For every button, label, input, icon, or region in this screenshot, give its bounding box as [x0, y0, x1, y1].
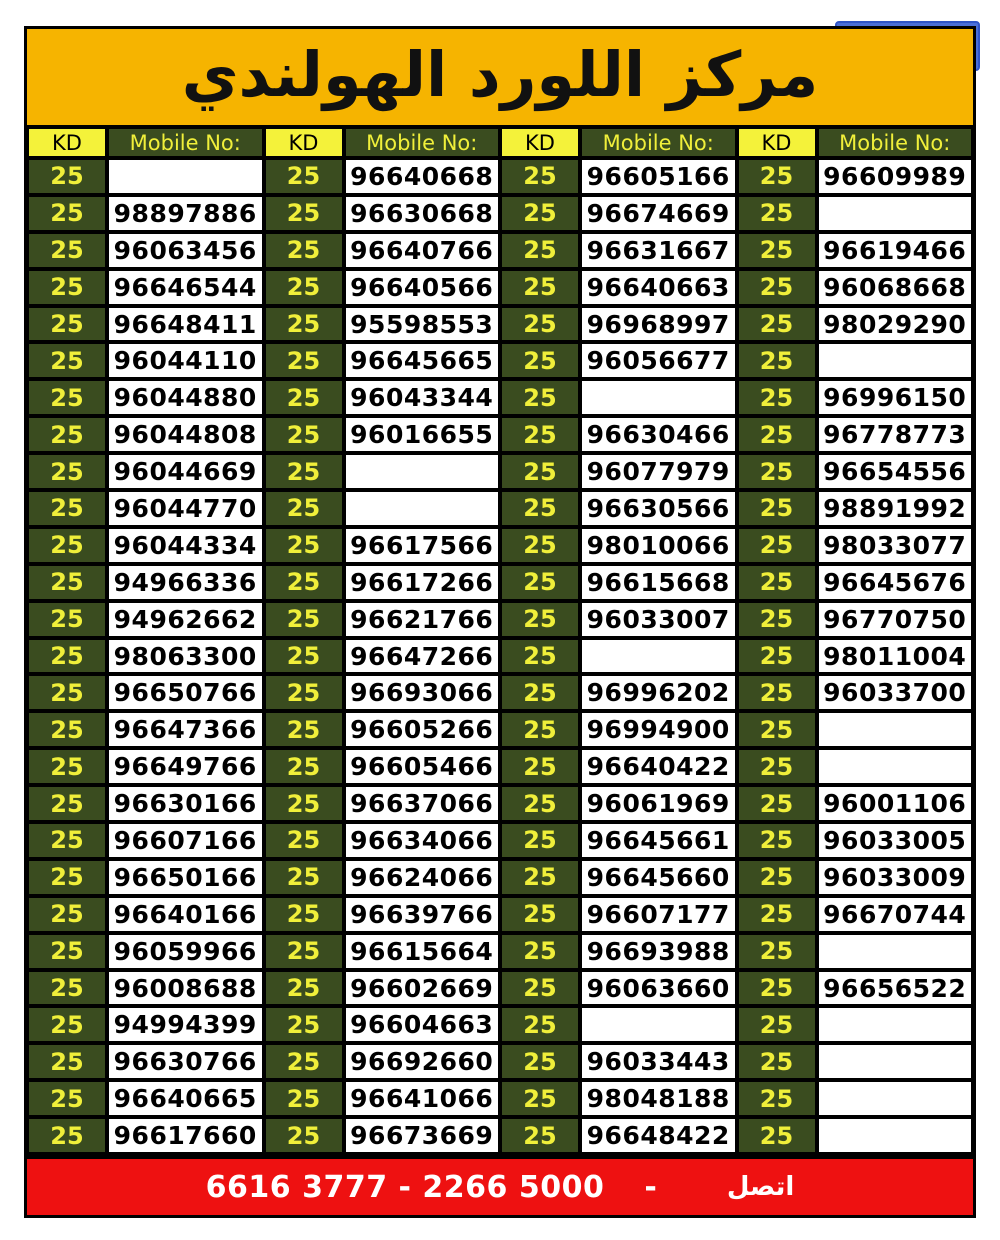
price-cell: 25 [500, 269, 580, 306]
price-cell: 25 [737, 638, 817, 675]
mobile-number-cell: 96654556 [817, 453, 974, 490]
contact-separator: - [644, 1169, 657, 1205]
table-row [27, 638, 973, 675]
table-row [27, 453, 973, 490]
price-cell: 25 [27, 970, 107, 1007]
mobile-number-cell [817, 748, 974, 785]
price-cell: 25 [27, 1117, 107, 1154]
price-cell: 25 [27, 306, 107, 343]
mobile-number-cell: 96692660 [344, 1043, 501, 1080]
mobile-number-cell: 96056677 [580, 342, 737, 379]
price-cell: 25 [264, 306, 344, 343]
mobile-number-cell: 96033005 [817, 822, 974, 859]
mobile-number-cell: 96645676 [817, 564, 974, 601]
table-row [27, 269, 973, 306]
header-mobile: Mobile No: [107, 127, 264, 158]
price-cell: 25 [500, 158, 580, 195]
mobile-number-cell: 96656522 [817, 970, 974, 1007]
price-cell: 25 [737, 785, 817, 822]
mobile-number-cell: 95598553 [344, 306, 501, 343]
price-cell: 25 [264, 859, 344, 896]
price-cell: 25 [264, 490, 344, 527]
mobile-number-cell: 96607166 [107, 822, 264, 859]
mobile-number-cell [107, 158, 264, 195]
price-cell: 25 [27, 416, 107, 453]
price-cell: 25 [27, 453, 107, 490]
price-cell: 25 [500, 638, 580, 675]
mobile-number-cell [580, 638, 737, 675]
price-cell: 25 [27, 933, 107, 970]
title-bar [27, 29, 973, 125]
price-cell: 25 [500, 933, 580, 970]
mobile-number-cell: 96630566 [580, 490, 737, 527]
price-cell: 25 [737, 970, 817, 1007]
mobile-number-cell: 96647366 [107, 711, 264, 748]
mobile-number-cell: 96630668 [344, 195, 501, 232]
mobile-number-cell: 96061969 [580, 785, 737, 822]
price-cell: 25 [27, 601, 107, 638]
price-cell: 25 [737, 674, 817, 711]
table-row [27, 527, 973, 564]
mobile-number-cell: 96630466 [580, 416, 737, 453]
price-cell: 25 [264, 527, 344, 564]
mobile-number-cell: 96647266 [344, 638, 501, 675]
mobile-number-cell: 96624066 [344, 859, 501, 896]
price-cell: 25 [500, 822, 580, 859]
mobile-number-cell: 96068668 [817, 269, 974, 306]
table-row [27, 785, 973, 822]
mobile-number-cell: 96617266 [344, 564, 501, 601]
price-cell: 25 [27, 785, 107, 822]
price-cell: 25 [737, 1043, 817, 1080]
mobile-number-cell: 96640663 [580, 269, 737, 306]
header-kd: KD [737, 127, 817, 158]
table-row [27, 306, 973, 343]
contact-bar [27, 1159, 973, 1215]
price-cell: 25 [264, 342, 344, 379]
table-row [27, 1043, 973, 1080]
mobile-number-cell [344, 490, 501, 527]
mobile-number-cell: 96001106 [817, 785, 974, 822]
price-cell: 25 [27, 748, 107, 785]
price-cell: 25 [27, 1080, 107, 1117]
page-title: مركز اللورد الهولندي [181, 37, 819, 111]
price-cell: 25 [27, 379, 107, 416]
table-row [27, 232, 973, 269]
contact-phones: 6616 3777 - 2266 5000 [205, 1169, 605, 1205]
price-cell: 25 [737, 416, 817, 453]
mobile-number-cell: 96646544 [107, 269, 264, 306]
header-kd: KD [500, 127, 580, 158]
table-row [27, 379, 973, 416]
table-row [27, 970, 973, 1007]
mobile-number-cell: 96996150 [817, 379, 974, 416]
header-mobile: Mobile No: [817, 127, 974, 158]
table-row [27, 564, 973, 601]
mobile-number-cell: 96615668 [580, 564, 737, 601]
price-cell: 25 [500, 564, 580, 601]
mobile-number-cell [817, 195, 974, 232]
mobile-number-cell: 96607177 [580, 896, 737, 933]
price-cell: 25 [27, 1006, 107, 1043]
mobile-number-cell [817, 1080, 974, 1117]
price-cell: 25 [264, 711, 344, 748]
mobile-number-cell: 96648422 [580, 1117, 737, 1154]
mobile-number-cell: 98029290 [817, 306, 974, 343]
header-kd: KD [264, 127, 344, 158]
price-cell: 25 [500, 674, 580, 711]
mobile-number-cell [580, 1006, 737, 1043]
mobile-number-cell: 96615664 [344, 933, 501, 970]
price-cell: 25 [264, 970, 344, 1007]
mobile-number-cell: 96630766 [107, 1043, 264, 1080]
mobile-number-cell: 96778773 [817, 416, 974, 453]
price-cell: 25 [737, 232, 817, 269]
price-cell: 25 [264, 564, 344, 601]
mobile-number-cell: 96044334 [107, 527, 264, 564]
price-cell: 25 [500, 896, 580, 933]
mobile-number-cell: 98891992 [817, 490, 974, 527]
price-cell: 25 [500, 232, 580, 269]
mobile-number-cell: 96044808 [107, 416, 264, 453]
mobile-number-cell: 96044110 [107, 342, 264, 379]
price-cell: 25 [737, 711, 817, 748]
mobile-number-cell: 96634066 [344, 822, 501, 859]
price-cell: 25 [500, 1006, 580, 1043]
table-row [27, 674, 973, 711]
price-cell: 25 [27, 564, 107, 601]
mobile-number-cell: 96609989 [817, 158, 974, 195]
mobile-number-cell: 96617566 [344, 527, 501, 564]
mobile-number-cell: 96044669 [107, 453, 264, 490]
price-sheet [24, 26, 976, 1218]
price-cell: 25 [500, 306, 580, 343]
mobile-number-cell [817, 1117, 974, 1154]
price-cell: 25 [500, 711, 580, 748]
price-cell: 25 [264, 1117, 344, 1154]
header-mobile: Mobile No: [344, 127, 501, 158]
mobile-number-cell: 96063660 [580, 970, 737, 1007]
mobile-number-cell: 96648411 [107, 306, 264, 343]
price-cell: 25 [27, 195, 107, 232]
mobile-number-cell: 96033700 [817, 674, 974, 711]
mobile-number-cell: 96673669 [344, 1117, 501, 1154]
price-cell: 25 [737, 822, 817, 859]
mobile-number-cell: 96693066 [344, 674, 501, 711]
mobile-number-cell: 96077979 [580, 453, 737, 490]
mobile-number-cell: 96033007 [580, 601, 737, 638]
mobile-number-cell: 96604663 [344, 1006, 501, 1043]
price-cell: 25 [500, 785, 580, 822]
price-cell: 25 [737, 342, 817, 379]
mobile-number-cell: 96617660 [107, 1117, 264, 1154]
price-cell: 25 [27, 158, 107, 195]
price-cell: 25 [264, 1006, 344, 1043]
price-cell: 25 [27, 822, 107, 859]
price-cell: 25 [264, 269, 344, 306]
price-cell: 25 [737, 195, 817, 232]
mobile-number-cell: 96645661 [580, 822, 737, 859]
price-cell: 25 [500, 195, 580, 232]
mobile-number-cell: 98897886 [107, 195, 264, 232]
price-cell: 25 [500, 527, 580, 564]
mobile-number-cell: 96602669 [344, 970, 501, 1007]
mobile-number-cell: 96619466 [817, 232, 974, 269]
price-cell: 25 [500, 748, 580, 785]
price-cell: 25 [737, 601, 817, 638]
price-cell: 25 [264, 195, 344, 232]
header-mobile: Mobile No: [580, 127, 737, 158]
mobile-number-cell: 96059966 [107, 933, 264, 970]
price-cell: 25 [500, 859, 580, 896]
mobile-number-cell: 96650766 [107, 674, 264, 711]
price-cell: 25 [27, 490, 107, 527]
mobile-number-cell: 96016655 [344, 416, 501, 453]
mobile-number-cell [817, 1043, 974, 1080]
numbers-table [27, 127, 973, 1154]
price-cell: 25 [737, 490, 817, 527]
price-cell: 25 [27, 232, 107, 269]
mobile-number-cell: 96640668 [344, 158, 501, 195]
price-cell: 25 [500, 416, 580, 453]
mobile-number-cell: 96670744 [817, 896, 974, 933]
mobile-number-cell: 96063456 [107, 232, 264, 269]
price-cell: 25 [737, 859, 817, 896]
price-cell: 25 [737, 1080, 817, 1117]
price-cell: 25 [27, 674, 107, 711]
price-cell: 25 [264, 158, 344, 195]
table-row [27, 490, 973, 527]
mobile-number-cell: 98010066 [580, 527, 737, 564]
mobile-number-cell: 98033077 [817, 527, 974, 564]
mobile-number-cell: 94966336 [107, 564, 264, 601]
table-row [27, 601, 973, 638]
mobile-number-cell: 98048188 [580, 1080, 737, 1117]
contact-call-label: اتصل [726, 1172, 795, 1202]
price-cell: 25 [27, 269, 107, 306]
mobile-number-cell: 96033009 [817, 859, 974, 896]
price-cell: 25 [737, 1006, 817, 1043]
mobile-number-cell: 94962662 [107, 601, 264, 638]
price-cell: 25 [500, 342, 580, 379]
price-cell: 25 [27, 859, 107, 896]
price-cell: 25 [27, 711, 107, 748]
price-cell: 25 [264, 1043, 344, 1080]
mobile-number-cell: 96605166 [580, 158, 737, 195]
table-row [27, 748, 973, 785]
mobile-number-cell [817, 933, 974, 970]
table-row [27, 195, 973, 232]
mobile-number-cell [817, 711, 974, 748]
price-cell: 25 [27, 638, 107, 675]
price-cell: 25 [500, 970, 580, 1007]
price-cell: 25 [737, 933, 817, 970]
price-cell: 25 [264, 416, 344, 453]
price-cell: 25 [264, 379, 344, 416]
price-cell: 25 [264, 232, 344, 269]
mobile-number-cell [817, 1006, 974, 1043]
price-cell: 25 [737, 306, 817, 343]
mobile-number-cell: 96645665 [344, 342, 501, 379]
price-cell: 25 [500, 453, 580, 490]
price-cell: 25 [737, 564, 817, 601]
price-cell: 25 [264, 601, 344, 638]
mobile-number-cell: 98011004 [817, 638, 974, 675]
table-header-row [27, 127, 973, 158]
mobile-number-cell: 96044880 [107, 379, 264, 416]
price-cell: 25 [737, 453, 817, 490]
table-row [27, 1117, 973, 1154]
price-cell: 25 [27, 1043, 107, 1080]
price-cell: 25 [264, 785, 344, 822]
price-cell: 25 [737, 158, 817, 195]
mobile-number-cell [817, 342, 974, 379]
table-row [27, 896, 973, 933]
table-row [27, 1006, 973, 1043]
mobile-number-cell: 94994399 [107, 1006, 264, 1043]
mobile-number-cell: 96033443 [580, 1043, 737, 1080]
price-cell: 25 [27, 896, 107, 933]
price-cell: 25 [737, 748, 817, 785]
mobile-number-cell: 96693988 [580, 933, 737, 970]
price-cell: 25 [264, 896, 344, 933]
mobile-number-cell: 96640422 [580, 748, 737, 785]
mobile-number-cell: 96640766 [344, 232, 501, 269]
mobile-number-cell: 98063300 [107, 638, 264, 675]
price-cell: 25 [500, 1117, 580, 1154]
mobile-number-cell: 96649766 [107, 748, 264, 785]
mobile-number-cell [580, 379, 737, 416]
mobile-number-cell: 96008688 [107, 970, 264, 1007]
price-cell: 25 [500, 490, 580, 527]
price-cell: 25 [264, 933, 344, 970]
price-cell: 25 [27, 342, 107, 379]
mobile-number-cell: 96637066 [344, 785, 501, 822]
price-cell: 25 [500, 601, 580, 638]
mobile-number-cell: 96605466 [344, 748, 501, 785]
mobile-number-cell: 96640166 [107, 896, 264, 933]
mobile-number-cell: 96631667 [580, 232, 737, 269]
price-cell: 25 [737, 379, 817, 416]
mobile-number-cell: 96640665 [107, 1080, 264, 1117]
price-cell: 25 [737, 269, 817, 306]
price-cell: 25 [27, 527, 107, 564]
price-cell: 25 [264, 638, 344, 675]
table-row [27, 859, 973, 896]
mobile-number-cell: 96639766 [344, 896, 501, 933]
mobile-number-cell: 96630166 [107, 785, 264, 822]
price-cell: 25 [500, 1080, 580, 1117]
table-row [27, 158, 973, 195]
mobile-number-cell: 96044770 [107, 490, 264, 527]
price-cell: 25 [500, 379, 580, 416]
mobile-number-cell: 96994900 [580, 711, 737, 748]
mobile-number-cell: 96640566 [344, 269, 501, 306]
mobile-number-cell: 96645660 [580, 859, 737, 896]
table-row [27, 342, 973, 379]
header-kd: KD [27, 127, 107, 158]
mobile-number-cell: 96968997 [580, 306, 737, 343]
mobile-number-cell: 96770750 [817, 601, 974, 638]
price-cell: 25 [264, 1080, 344, 1117]
mobile-number-cell: 96621766 [344, 601, 501, 638]
mobile-number-cell [344, 453, 501, 490]
price-cell: 25 [737, 896, 817, 933]
price-cell: 25 [737, 1117, 817, 1154]
table-row [27, 711, 973, 748]
price-cell: 25 [737, 527, 817, 564]
price-cell: 25 [264, 822, 344, 859]
mobile-number-cell: 96674669 [580, 195, 737, 232]
mobile-number-cell: 96650166 [107, 859, 264, 896]
table-row [27, 1080, 973, 1117]
table-row [27, 933, 973, 970]
price-cell: 25 [264, 674, 344, 711]
price-cell: 25 [500, 1043, 580, 1080]
price-cell: 25 [264, 748, 344, 785]
mobile-number-cell: 96605266 [344, 711, 501, 748]
table-row [27, 822, 973, 859]
mobile-number-cell: 96043344 [344, 379, 501, 416]
mobile-number-cell: 96641066 [344, 1080, 501, 1117]
table-row [27, 416, 973, 453]
mobile-number-cell: 96996202 [580, 674, 737, 711]
price-cell: 25 [264, 453, 344, 490]
